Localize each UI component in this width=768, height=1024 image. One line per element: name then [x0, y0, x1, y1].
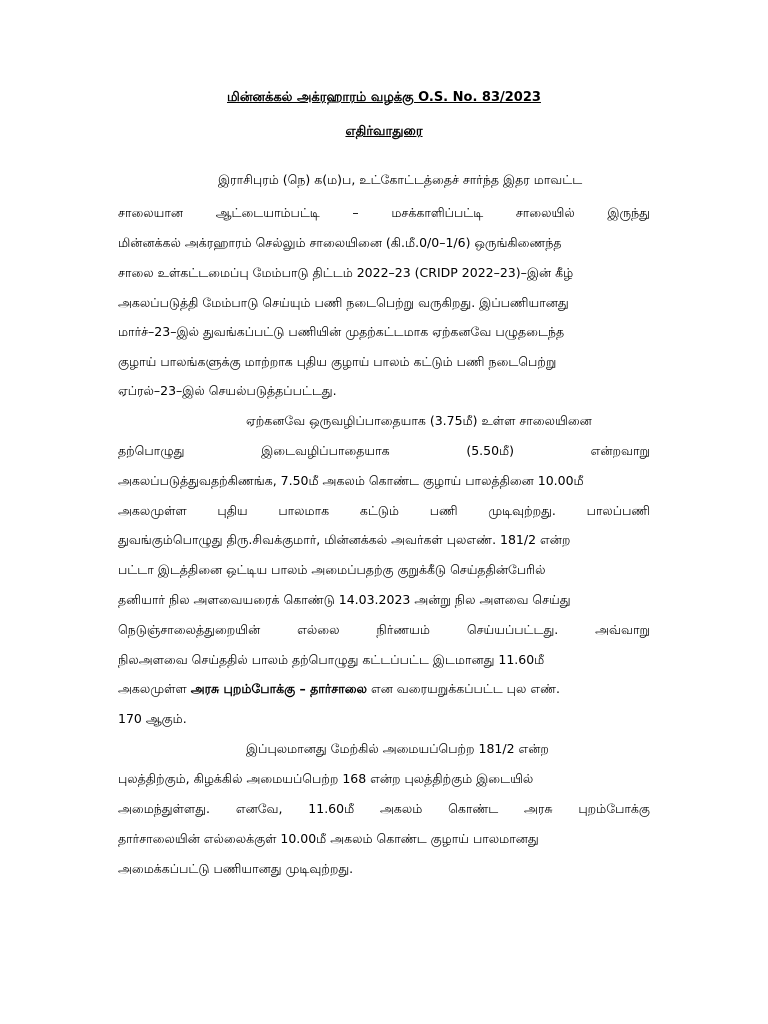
text-run: என வரையறுக்கப்பட்ட புல எண். [366, 681, 560, 696]
text-run: அகலமுள்ள [118, 681, 191, 696]
paragraph-1-line-8: ஏப்ரல்–23–இல் செயல்படுத்தப்பட்டது. [118, 383, 337, 398]
word: பாலப்பணி [586, 503, 650, 518]
word: நெடுஞ்சாலைத்துறையின் [118, 622, 261, 637]
word: சாலையான [118, 205, 184, 220]
paragraph-1-line-4: சாலை உள்கட்டமைப்பு மேம்பாடு திட்டம் 2022–23 (CRIDP 2022–23)–இன் கீழ் [118, 265, 574, 280]
word: இருந்து [607, 205, 650, 220]
word: எல்லை [297, 622, 340, 637]
paragraph-3-line-5: அமைக்கப்பட்டு பணியானது முடிவுற்றது. [118, 861, 354, 876]
paragraph-2-line-7: தனியார் நில அளவையரைக் கொண்டு 14.03.2023 அன்று நில அளவை செய்து [118, 592, 571, 607]
word: அமைந்துள்ளது. [118, 801, 211, 816]
paragraph-3-line-4: தார்சாலையின் எல்லைக்குள் 10.00மீ அகலம் கொண்ட குழாய் பாலமானது [118, 831, 539, 846]
word: மசக்காளிப்பட்டி [391, 205, 484, 220]
paragraph-1-line-3: மின்னக்கல் அக்ரஹாரம் செல்லும் சாலையினை (கி.மீ.0/0–1/6) ஒருங்கிணைந்த [118, 235, 562, 250]
paragraph-2-line-5: துவங்கும்பொழுது திரு.சிவக்குமார், மின்னக்கல் அவர்கள் புலஎண். 181/2 என்ற [118, 532, 571, 547]
word: அகலமுள்ள [118, 503, 187, 518]
paragraph-2-line-6: பட்டா இடத்தினை ஒட்டிய பாலம் அமைப்பதற்கு குறுக்கீடு செய்ததின்பேரில் [118, 562, 546, 577]
paragraph-2-line-2 [118, 441, 650, 461]
document-subtitle: எதிர்வாதுரை [345, 124, 423, 139]
word: அரசு [524, 801, 553, 816]
case-title: மின்னக்கல் அக்ரஹாரம் வழக்கு O.S. No. 83/2023 [227, 90, 541, 105]
word: பணி [429, 503, 458, 518]
word: தற்பொழுது [118, 443, 185, 458]
word: செய்யப்பட்டது. [466, 622, 559, 637]
word: அவ்வாறு [595, 622, 650, 637]
word: புறம்போக்கு [578, 801, 650, 816]
word: அகலம் [379, 801, 423, 816]
paragraph-2-line-9: நிலஅளவை செய்ததில் பாலம் தற்பொழுது கட்டப்பட்ட இடமானது 11.60மீ [118, 652, 545, 667]
emphasis-land-classification: அரசு புறம்போக்கு – தார்சாலை [190, 681, 367, 696]
paragraph-3-line-1: இப்புலமானது மேற்கில் அமையப்பெற்ற 181/2 என்ற [246, 741, 549, 756]
word: எனவே, [235, 801, 283, 816]
word: 11.60மீ [308, 801, 355, 816]
paragraph-1-line-2 [118, 203, 650, 223]
paragraph-1-line-1: இராசிபுரம் (நெ) க(ம)ப, உட்கோட்டத்தைச் சார்ந்த இதர மாவட்ட [218, 172, 583, 187]
paragraph-2-line-10 [118, 679, 650, 699]
word: இடைவழிப்பாதையாக [261, 443, 390, 458]
word: புதிய [217, 503, 248, 518]
word: பாலமாக [278, 503, 330, 518]
paragraph-2-line-11: 170 ஆகும். [118, 711, 187, 726]
paragraph-2-line-3: அகலப்படுத்துவதற்கிணங்க, 7.50மீ அகலம் கொண்ட குழாய் பாலத்தினை 10.00மீ [118, 473, 584, 488]
word: ஆட்டையாம்பட்டி [215, 205, 320, 220]
word: சாலையில் [515, 205, 575, 220]
paragraph-2-line-1: ஏற்கனவே ஒருவழிப்பாதையாக (3.75மீ) உள்ள சாலையினை [246, 413, 592, 428]
word: நிர்ணயம் [376, 622, 430, 637]
paragraph-2-line-4 [118, 501, 650, 521]
word: கொண்ட [448, 801, 499, 816]
word: முடிவுற்றது. [488, 503, 556, 518]
paragraph-1-line-7: குழாய் பாலங்களுக்கு மாற்றாக புதிய குழாய் பாலம் கட்டும் பணி நடைபெற்று [118, 354, 557, 369]
paragraph-1-line-6: மார்ச்–23–இல் துவங்கப்பட்டு பணியின் முதற்கட்டமாக ஏற்கனவே பழுதடைந்த [118, 324, 565, 339]
paragraph-3-line-3 [118, 799, 650, 819]
word: என்றவாறு [590, 443, 650, 458]
paragraph-3-line-2: புலத்திற்கும், கிழக்கில் அமையப்பெற்ற 168 என்ற புலத்திற்கும் இடையில் [118, 771, 534, 786]
paragraph-1-line-5: அகலப்படுத்தி மேம்பாடு செய்யும் பணி நடைபெற்று வருகிறது. இப்பணியானது [118, 295, 569, 310]
word: கட்டும் [359, 503, 399, 518]
word: (5.50மீ) [466, 443, 514, 458]
paragraph-2-line-8 [118, 620, 650, 640]
word: – [352, 205, 359, 220]
